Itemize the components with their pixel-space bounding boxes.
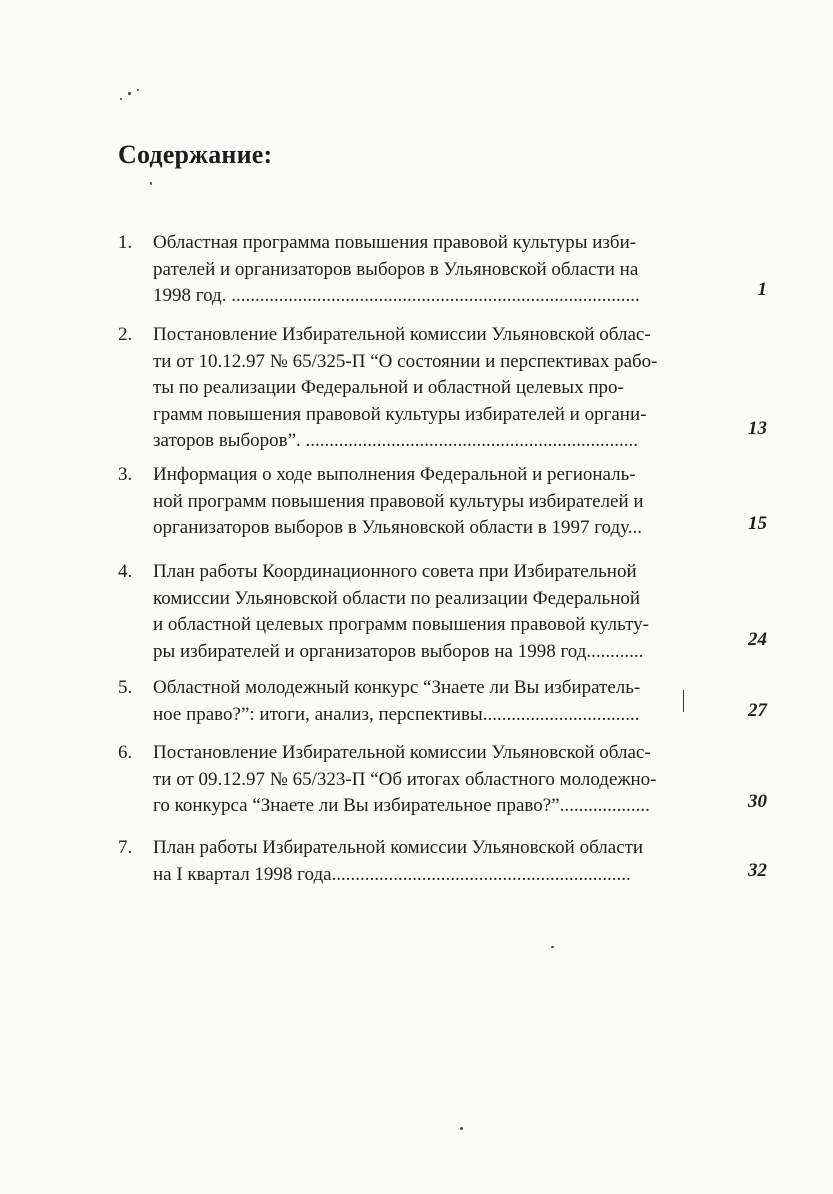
entry-title-line: 1998 год. ...................................................................................... — [153, 285, 640, 306]
entry-title-line: комиссии Ульяновской области по реализации Федеральной — [153, 587, 641, 609]
entry-number: 1. — [118, 232, 133, 253]
entry-number: 2. — [118, 324, 133, 345]
entry-title-line: Информация о ходе выполнения Федеральной и региональ- — [153, 464, 636, 485]
entry-number: 4. — [118, 561, 133, 582]
entry-title-line: План работы Координационного совета при Избирательной — [153, 561, 637, 582]
entry-title-line: ры избирателей и организаторов выборов на 1998 год............ — [153, 640, 644, 662]
scan-speck — [128, 92, 131, 95]
entry-title-line: ты по реализации Федеральной и областной целевых про- — [153, 377, 624, 398]
entry-title-line: Областной молодежный конкурс “Знаете ли Вы избиратель- — [153, 677, 641, 698]
entry-title-line: заторов выборов”. ...................................................................... — [153, 430, 639, 451]
entry-title-line: го конкурса “Знаете ли Вы избирательное право?”................... — [153, 795, 650, 816]
entry-title — [153, 835, 723, 888]
entry-number: 6. — [118, 742, 133, 763]
entry-title — [153, 740, 723, 820]
entry-title-line: ной программ повышения правовой культуры избирателей и — [153, 490, 644, 512]
entry-page-number: 1 — [757, 279, 767, 300]
entry-title — [153, 675, 723, 728]
entry-title — [153, 322, 723, 455]
scan-speck — [460, 1127, 463, 1130]
scan-speck — [120, 98, 122, 100]
entry-page-number: 30 — [748, 791, 767, 812]
entry-title-line: грамм повышения правовой культуры избирателей и органи- — [153, 403, 647, 425]
entry-title-line: и областной целевых программ повышения правовой культу- — [153, 614, 649, 635]
entry-title-line: Областная программа повышения правовой культуры изби- — [153, 232, 637, 253]
scan-speck — [551, 946, 554, 948]
entry-title-line: План работы Избирательной комиссии Ульяновской области — [153, 837, 644, 858]
entry-number: 3. — [118, 464, 133, 485]
entry-page-number: 24 — [748, 629, 767, 650]
entry-title — [153, 230, 723, 310]
scan-speck — [150, 182, 152, 185]
entry-page-number: 32 — [748, 860, 767, 881]
contents-heading: Содержание: — [118, 140, 273, 169]
entry-page-number: 13 — [748, 418, 767, 439]
entry-page-number: 27 — [748, 700, 767, 721]
entry-title-line: организаторов выборов в Ульяновской области в 1997 году... — [153, 517, 642, 538]
scan-artifact-mark — [683, 690, 684, 712]
entry-title-line: Постановление Избирательной комиссии Ульяновской облас- — [153, 324, 651, 345]
entry-title-line: рателей и организаторов выборов в Ульяновской области на — [153, 258, 639, 280]
entry-title-line: ное право?”: итоги, анализ, перспективы................................. — [153, 703, 640, 725]
entry-title-line: Постановление Избирательной комиссии Ульяновской облас- — [153, 742, 651, 763]
entry-title — [153, 559, 723, 665]
entry-page-number: 15 — [748, 513, 767, 534]
scan-speck — [137, 89, 139, 91]
entry-title — [153, 462, 723, 542]
entry-number: 5. — [118, 677, 133, 698]
entry-title-line: ти от 09.12.97 № 65/323-П “Об итогах областного молодежно- — [153, 768, 657, 790]
entry-title-line: ти от 10.12.97 № 65/325-П “О состоянии и перспективах рабо- — [153, 350, 658, 372]
entry-number: 7. — [118, 837, 133, 858]
entry-title-line: на I квартал 1998 года............................................................... — [153, 863, 631, 885]
